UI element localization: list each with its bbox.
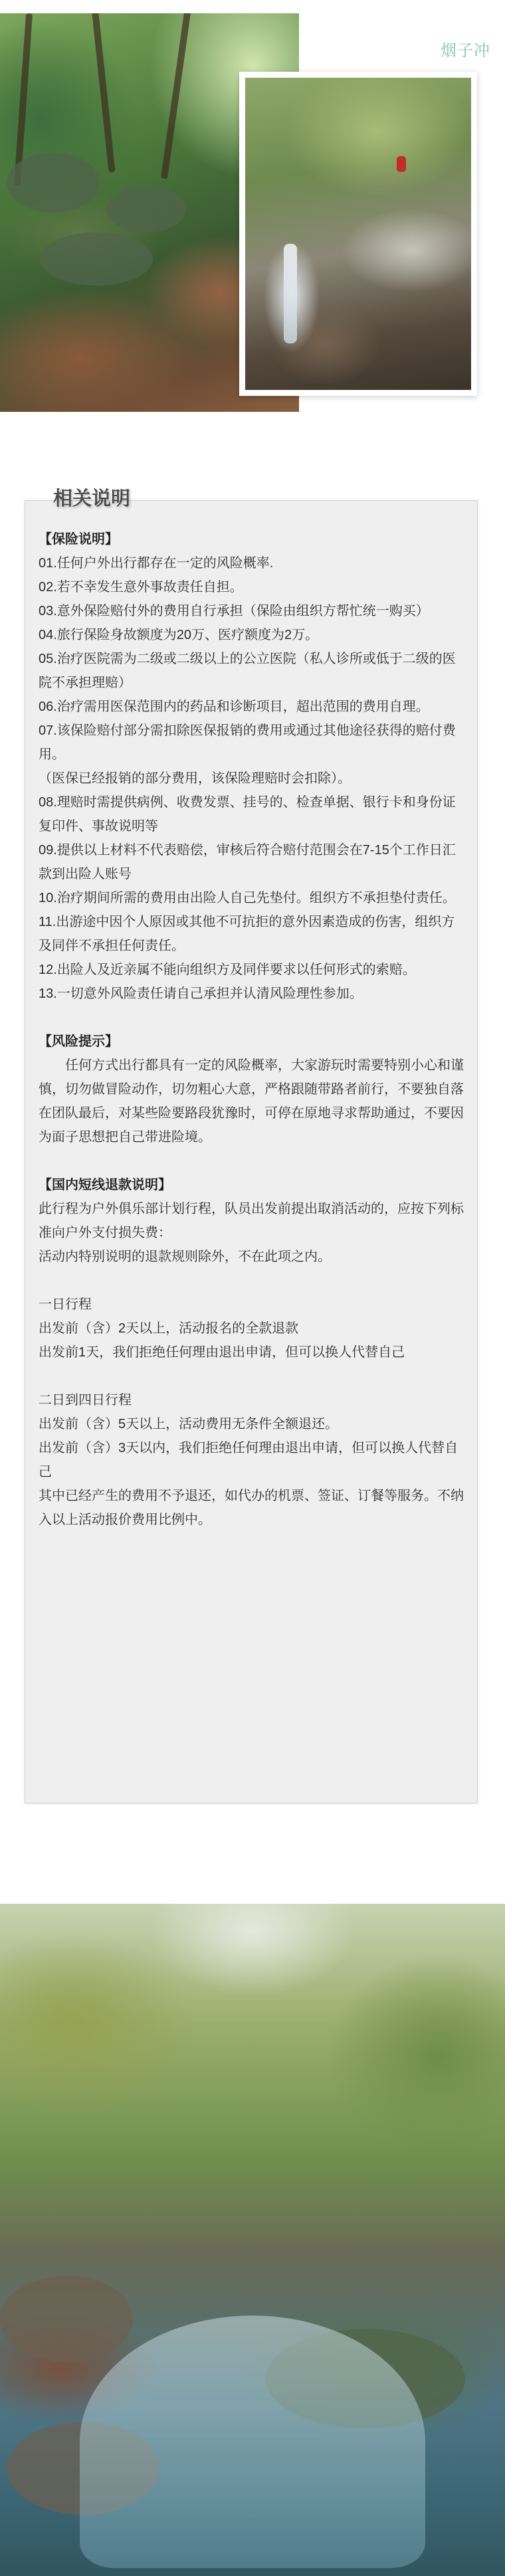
insurance-item: 01.任何户外出行都存在一定的风险概率. — [39, 556, 274, 571]
insurance-title: 【保险说明】 — [39, 532, 118, 547]
insurance-item: 11.出游途中因个人原因或其他不可抗拒的意外因素造成的伤害，组织方及同伴不承担任何责任。 — [39, 915, 455, 953]
insurance-item: 03.意外保险赔付外的费用自行承担（保险由组织方帮忙统一购买） — [39, 604, 429, 618]
inset-photo-waterfall — [239, 72, 477, 396]
brand-name: 烟子冲 — [441, 42, 490, 60]
insurance-item: 07.该保险赔付部分需扣除医保报销的费用或通过其他途径获得的赔付费用。 — [39, 723, 456, 762]
one-day-item: 出发前（含）2天以上，活动报名的全款退款 — [39, 1321, 299, 1336]
multi-day-item: 出发前（含）3天以内，我们拒绝任何理由退出申请，但可以换人代替自己 — [39, 1441, 458, 1479]
insurance-item: 02.若不幸发生意外事故责任自担。 — [39, 580, 243, 595]
refund-title: 【国内短线退款说明】 — [39, 1178, 171, 1192]
insurance-item: 05.治疗医院需为二级或二级以上的公立医院（私人诊所或低于二级的医院不承担理赔） — [39, 652, 456, 690]
multi-day-item: 其中已经产生的费用不予退还，如代办的机票、签证、订餐等服务。不纳入以上活动报价费用比例中。 — [39, 1489, 464, 1527]
insurance-item: 09.提供以上材料不代表赔偿，审核后符合赔付范围会在7-15个工作日汇款到出险人账号 — [39, 843, 456, 881]
section-title: 相关说明 — [53, 488, 131, 509]
refund-intro: 活动内特别说明的退款规则除外，不在此项之内。 — [39, 1249, 331, 1264]
risk-body: 任何方式出行都具有一定的风险概率，大家游玩时需要特别小心和谨慎，切勿做冒险动作，切勿粗心大意，严格跟随带路者前行，不要独自落在团队最后，对某些险要路段犹豫时，可停在原地寻求帮助通过，不要因为面子思想把自己带进险境。 — [39, 1058, 464, 1145]
insurance-item: 06.治疗需用医保范围内的药品和诊断项目，超出范围的费用自理。 — [39, 699, 429, 714]
insurance-item: 12.出险人及近亲属不能向组织方及同伴要求以任何形式的索赔。 — [39, 963, 416, 977]
multi-day-item: 出发前（含）5天以上，活动费用无条件全额退还。 — [39, 1417, 339, 1431]
bottom-photo-mountain-stream — [0, 1904, 505, 2576]
one-day-item: 出发前1天，我们拒绝任何理由退出申请，但可以换人代替自己 — [39, 1345, 405, 1360]
notice-content — [39, 527, 467, 1532]
insurance-item: （医保已经报销的部分费用，该保险理赔时会扣除）。 — [39, 771, 351, 786]
risk-title: 【风险提示】 — [39, 1034, 118, 1049]
one-day-title: 一日行程 — [39, 1297, 92, 1312]
insurance-item: 04.旅行保险身故额度为20万、医疗额度为2万。 — [39, 628, 319, 642]
insurance-item: 08.理赔时需提供病例、收费发票、挂号的、检查单据、银行卡和身份证复印件、事故说明等 — [39, 795, 456, 834]
multi-day-title: 二日到四日行程 — [39, 1393, 132, 1408]
insurance-item: 13.一切意外风险责任请自己承担并认清风险理性参加。 — [39, 986, 363, 1001]
insurance-item: 10.治疗期间所需的费用由出险人自己先垫付。组织方不承担垫付责任。 — [39, 891, 456, 905]
refund-intro: 此行程为户外俱乐部计划行程，队员出发前提出取消活动的，应按下列标准向户外支付损失费： — [39, 1202, 464, 1240]
stream-water — [80, 2316, 425, 2568]
waterfall-shape — [284, 244, 297, 343]
hiker-figure — [397, 156, 406, 172]
notice-panel — [25, 500, 478, 1803]
